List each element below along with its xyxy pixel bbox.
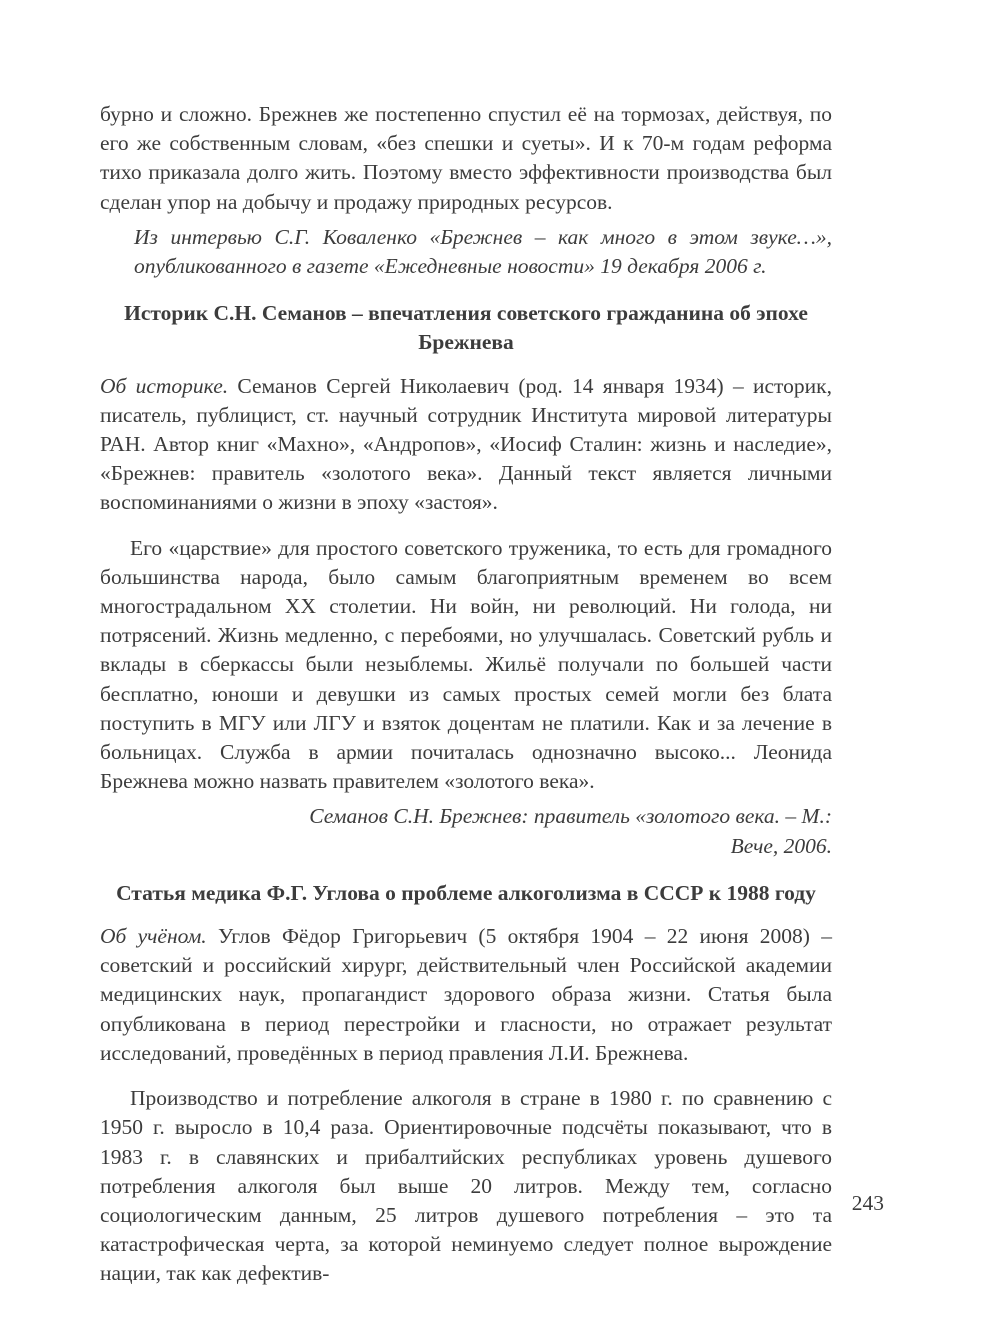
paragraph-tsarstvie: Его «царствие» для простого советского труженика, то есть для громадного большинства народа, было самым благоприятным временем во всем многострадальном XX столетии. Ни войн, ни революций. Ни голода, ни потрясений. Жизнь медленно, с перебоями, но улучшалась. Советский рубль и вклады в сберкассы были незыблемы. Жильё получали по большей части бесплатно, юноши и девушки из самых простых семей могли без блата поступить в МГУ или ЛГУ и взяток доцентам не платили. Как и за лечение в больницах. Служба в армии почиталась однозначно высоко... Леонида Брежнева можно назвать правителем «золотого века». bbox=[100, 535, 832, 794]
paragraph-about-scientist bbox=[100, 922, 832, 1068]
about-scientist-text: Углов Фёдор Григорьевич (5 октября 1904 – 22 июня 2008) – советский и российский хирург, действительный член Российской академии медицинских наук, пропагандист здорового образа жизни. Статья была опубликована в период перестройки и гласности, но отражает результат исследований, проведённых в период правления Л.И. Брежнева. bbox=[100, 924, 832, 1065]
attribution-interview: Из интервью С.Г. Коваленко «Брежнев – как много в этом звуке…», опубликованного в газете «Ежедневные новости» 19 декабря 2006 г. bbox=[134, 224, 832, 279]
heading-uglov: Статья медика Ф.Г. Углова о проблеме алкоголизма в СССР к 1988 году bbox=[116, 880, 816, 905]
about-historian-lead: Об историке. bbox=[100, 373, 229, 398]
attribution-semanov-book: Семанов С.Н. Брежнев: правитель «золотого века. – М.: Вече, 2006. bbox=[309, 804, 832, 858]
text-column bbox=[100, 100, 832, 1295]
paragraph-brezhnev-reform: бурно и сложно. Брежнев же постепенно спустил её на тормозах, действуя, по его же собственным словам, «без спешки и суеты». И к 70-м годам реформа тихо приказала долго жить. Поэтому вместо эффективности производства был сделан упор на добычу и продажу природных ресурсов. bbox=[100, 102, 832, 214]
page-number: 243 bbox=[851, 1191, 884, 1215]
about-scientist-lead: Об учёном. bbox=[100, 924, 207, 949]
about-historian-text: Семанов Сергей Николаевич (род. 14 января 1934) – историк, писатель, публицист, ст. научный сотрудник Института мировой литературы РАН. Автор книг «Махно», «Андропов», «Иосиф Сталин: жизнь и наследие», «Брежнев: правитель «золотого века». Данный текст является личными воспоминаниями о жизни в эпоху «застоя». bbox=[100, 373, 832, 515]
heading-semanov: Историк С.Н. Семанов – впечатления советского гражданина об эпохе Брежнева bbox=[124, 301, 808, 355]
paragraph-alcohol-statistics: Производство и потребление алкоголя в стране в 1980 г. по сравнению с 1950 г. выросло в 10,4 раза. Ориентировочные подсчёты показывают, что в 1983 г. в славянских и прибалтийских республиках уровень душевого потребления алкоголя был выше 20 литров. Между тем, согласно социологическим данным, 25 литров душевого потребления – это та катастрофическая черта, за которой неминуемо следует полное вырождение нации, так как дефектив- bbox=[100, 1086, 832, 1286]
paragraph-about-historian bbox=[100, 372, 832, 518]
